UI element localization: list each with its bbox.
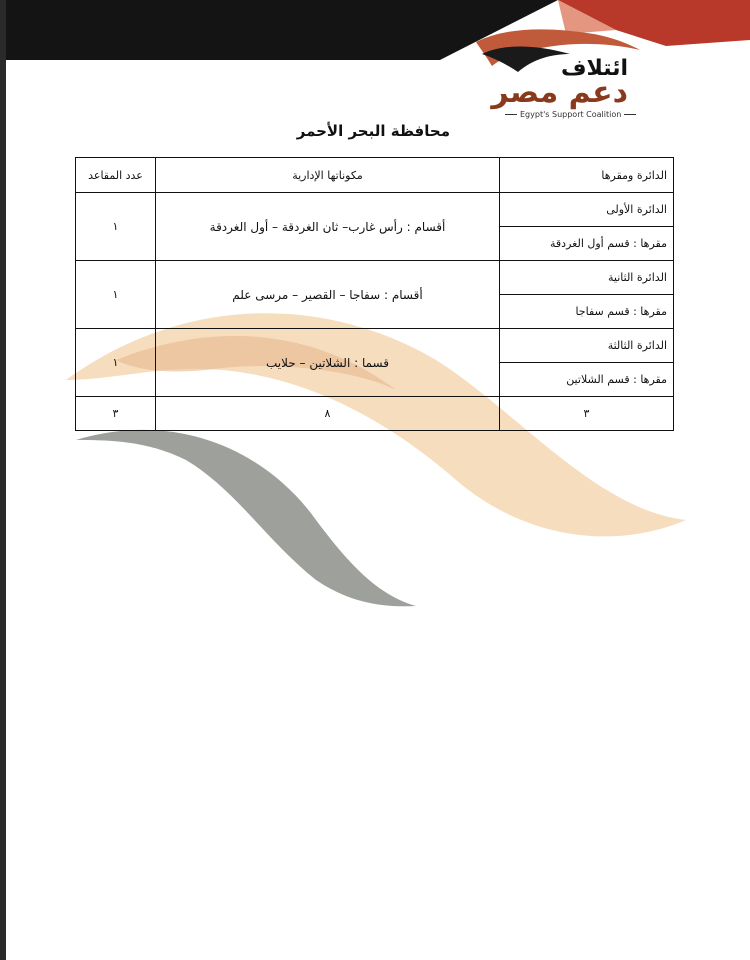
- district-name: الدائرة الأولى: [500, 193, 674, 227]
- document-page: [6, 0, 750, 960]
- district-seat: مقرها : قسم الشلاتين: [500, 363, 674, 397]
- district-seats: ١: [76, 261, 156, 329]
- logo-text-line2: دعم مصر: [491, 75, 628, 110]
- table-row: [76, 193, 674, 227]
- district-seat: مقرها : قسم سفاجا: [500, 295, 674, 329]
- districts-table: [75, 157, 674, 431]
- header-seats: عدد المقاعد: [76, 158, 156, 193]
- district-seats: ١: [76, 193, 156, 261]
- district-components: قسما : الشلاتين – حلايب: [156, 329, 500, 397]
- district-seats: ١: [76, 329, 156, 397]
- logo-english-text: Egypt's Support Coalition: [502, 110, 639, 119]
- coalition-logo: [474, 26, 642, 122]
- totals-row: [76, 397, 674, 431]
- district-components: أقسام : سفاجا – القصير – مرسى علم: [156, 261, 500, 329]
- header-district: الدائرة ومقرها: [500, 158, 674, 193]
- logo-text-line1: ائتلاف: [560, 56, 628, 81]
- district-seat: مقرها : قسم أول الغردقة: [500, 227, 674, 261]
- district-components: أقسام : رأس غارب– ثان الغردقة – أول الغردقة: [156, 193, 500, 261]
- table-header-row: [76, 158, 674, 193]
- total-seats: ٣: [76, 397, 156, 431]
- page-title: محافظة البحر الأحمر: [296, 122, 450, 140]
- district-name: الدائرة الثالثة: [500, 329, 674, 363]
- table-row: [76, 329, 674, 363]
- total-components: ٨: [156, 397, 500, 431]
- header-components: مكوناتها الإدارية: [156, 158, 500, 193]
- table-row: [76, 261, 674, 295]
- district-name: الدائرة الثانية: [500, 261, 674, 295]
- total-districts: ٣: [500, 397, 674, 431]
